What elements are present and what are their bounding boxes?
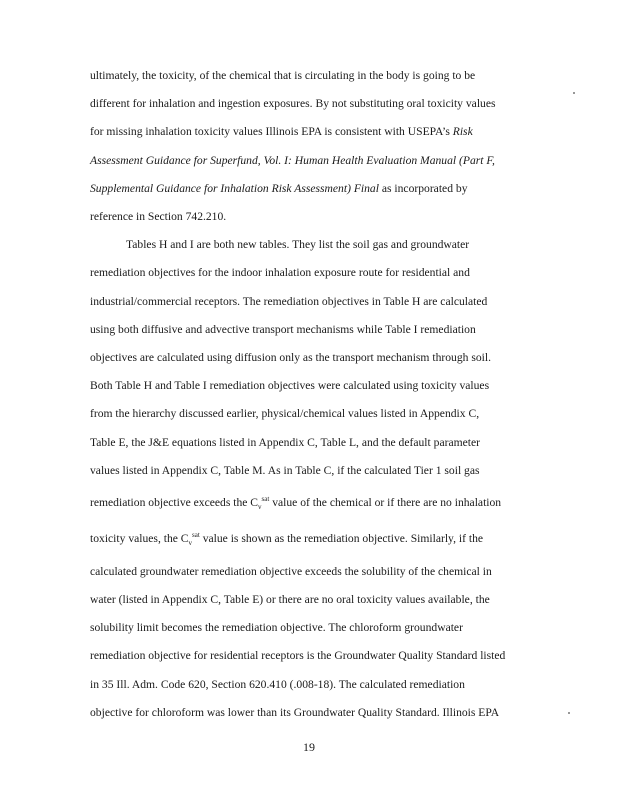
text-line <box>90 175 542 203</box>
text-line: from the hierarchy discussed earlier, physical/chemical values listed in Appendix C, <box>90 407 480 421</box>
citation-title: Supplemental Guidance for Inhalation Risk Assessment) Final <box>90 181 379 195</box>
text-line: objective for chloroform was lower than its Groundwater Quality Standard. Illinois EPA <box>90 705 500 719</box>
text-segment: remediation objective exceeds the C <box>90 495 259 509</box>
text-line: ultimately, the toxicity, of the chemical that is circulating in the body is going to be <box>90 69 476 82</box>
scan-speck <box>568 712 570 714</box>
text-line <box>90 147 542 175</box>
text-line: different for inhalation and ingestion exposures. By not substituting oral toxicity values <box>90 97 496 111</box>
text-line: water (listed in Appendix C, Table E) or there are no oral toxicity values available, the <box>90 593 490 606</box>
body-text <box>90 62 542 727</box>
text-segment: value of the chemical or if there are no inhalation <box>269 495 502 509</box>
paragraph-2 <box>90 231 542 727</box>
text-segment: for missing inhalation toxicity values Illinois EPA is consistent with USEPA’s <box>90 125 453 139</box>
text-line: values listed in Appendix C, Table M. As in Table C, if the calculated Tier 1 soil gas <box>90 463 480 477</box>
text-line: solubility limit becomes the remediation objective. The chloroform groundwater <box>90 621 463 635</box>
text-line <box>90 521 542 557</box>
scan-speck <box>573 92 575 94</box>
text-segment: value is shown as the remediation objective. Similarly, if the <box>199 532 484 546</box>
text-line: industrial/commercial receptors. The remediation objectives in Table H are calculated <box>90 294 488 308</box>
paragraph-1 <box>90 62 542 231</box>
text-line <box>90 485 542 521</box>
page-number: 19 <box>303 740 315 754</box>
text-segment: toxicity values, the C <box>90 532 189 546</box>
text-segment: as incorporated by <box>378 181 468 195</box>
citation-title: Assessment Guidance for Superfund, Vol. I: Human Health Evaluation Manual (Part F, <box>90 153 495 167</box>
text-line: using both diffusive and advective transport mechanisms while Table I remediation <box>90 322 476 336</box>
text-line: calculated groundwater remediation objective exceeds the solubility of the chemical in <box>90 564 492 578</box>
text-line: Table E, the J&E equations listed in Appendix C, Table L, and the default parameter <box>90 435 480 449</box>
text-line <box>90 118 542 146</box>
text-line: in 35 Ill. Adm. Code 620, Section 620.410 (.008-18). The calculated remediation <box>90 677 465 691</box>
superscript: sat <box>261 495 270 504</box>
text-line: Tables H and I are both new tables. They list the soil gas and groundwater <box>126 238 470 252</box>
subscript: v <box>188 539 193 548</box>
superscript: sat <box>192 531 200 540</box>
text-line: remediation objective for residential receptors is the Groundwater Quality Standard listed <box>90 649 506 663</box>
citation-title: Risk <box>452 125 473 139</box>
text-line: Both Table H and Table I remediation objectives were calculated using toxicity values <box>90 379 490 393</box>
text-line: objectives are calculated using diffusion only as the transport mechanism through soil. <box>90 351 491 365</box>
text-line: remediation objectives for the indoor inhalation exposure route for residential and <box>90 266 470 280</box>
subscript: v <box>258 503 262 512</box>
text-line: reference in Section 742.210. <box>90 210 227 224</box>
